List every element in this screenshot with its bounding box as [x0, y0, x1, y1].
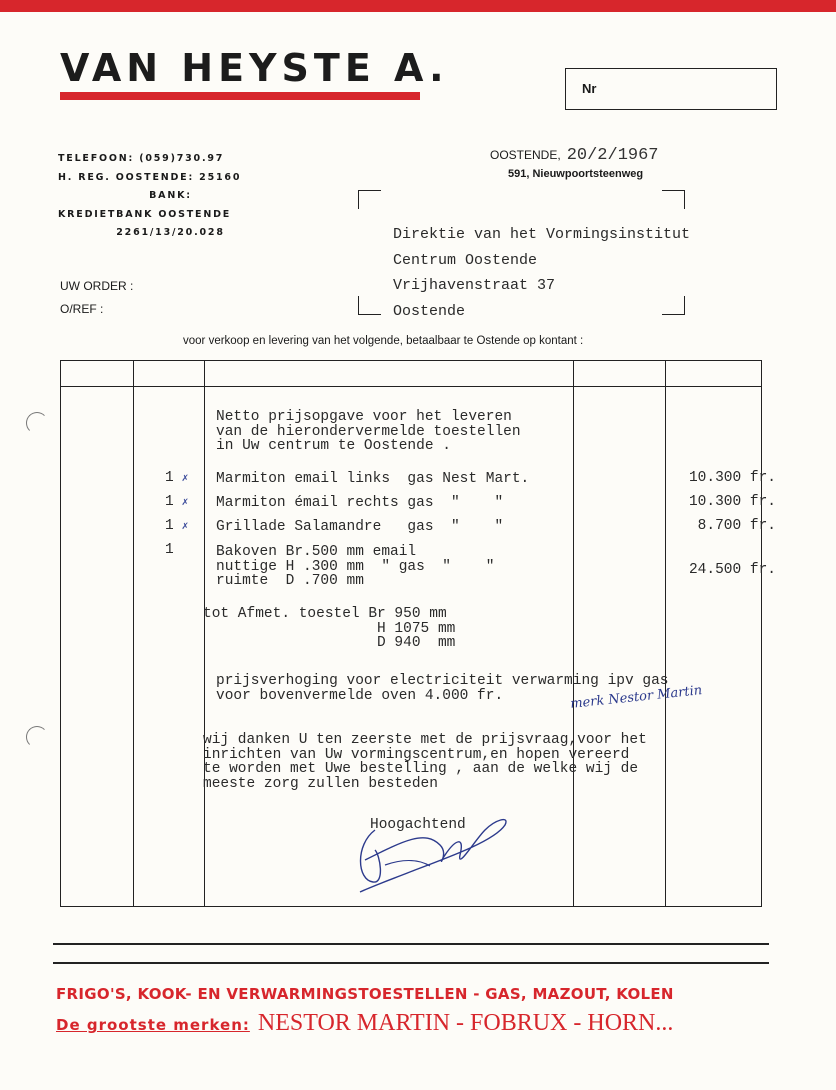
signature	[345, 800, 525, 895]
item-2-qty	[165, 494, 188, 510]
item-1-qty	[165, 470, 188, 486]
bank-account: 2261/13/20.028	[116, 227, 225, 238]
dimensions-text: tot Afmet. toestel Br 950 mm H 1075 mm D 940 mm	[203, 606, 456, 651]
greeting: Hoogachtend	[370, 817, 466, 833]
item-4-price: 24.500 fr.	[688, 562, 776, 578]
company-underline	[60, 92, 420, 100]
company-name: VAN HEYSTE A.	[60, 46, 449, 90]
invoice-number-box	[565, 68, 777, 110]
check-mark: ✗	[181, 473, 189, 485]
bracket-top-right	[662, 190, 685, 209]
trade-register: H. REG. OOSTENDE: 25160	[58, 171, 242, 183]
place-date	[490, 146, 659, 165]
contact-block	[58, 150, 283, 243]
closing-text: wij danken U ten zeerste met de prijsvraag,voor het inrichten van Uw vormingscentrum,en hopen vereerd te worden met Uwe bestelling , aan de welke wij de meeste zorg zullen besteden	[203, 732, 647, 792]
recipient-address	[393, 222, 690, 324]
bracket-bottom-left	[358, 296, 381, 315]
address-line-4: Oostende	[393, 302, 466, 320]
handwritten-note: merk Nestor Martin	[569, 683, 703, 712]
surcharge-text: prijsverhoging voor electriciteit verwarming ipv gas voor bovenvermelde oven 4.000 fr.	[216, 673, 669, 704]
brands-prefix: De grootste merken:	[56, 1016, 250, 1034]
item-4-qty	[165, 542, 174, 558]
intro-text: Netto prijsopgave voor het leveren van de hierondervermelde toestellen in Uw centrum te Oostende .	[216, 409, 521, 454]
ref-label: O/REF :	[60, 302, 104, 316]
item-1-price: 10.300 fr.	[688, 470, 776, 486]
qty-value: 1	[165, 470, 174, 486]
qty-value: 1	[165, 542, 174, 558]
footer-brands-line	[56, 1010, 673, 1037]
bank-label: BANK:	[149, 190, 192, 201]
check-mark: ✗	[181, 497, 189, 509]
number-label: Nr	[582, 81, 597, 96]
top-red-band	[0, 0, 836, 12]
phone: TELEFOON: (059)730.97	[58, 153, 225, 164]
street-address: 591, Nieuwpoortsteenweg	[508, 168, 644, 180]
punch-hole-bottom	[26, 726, 48, 748]
footer-rule-bottom	[53, 962, 769, 964]
item-4-desc: Bakoven Br.500 mm email nuttige H .300 mm " gas " " ruimte D .700 mm	[216, 544, 495, 589]
qty-value: 1	[165, 494, 174, 510]
item-3-price: 8.700 fr.	[697, 518, 776, 534]
brand-names: NESTOR MARTIN - FOBRUX - HORN...	[257, 1010, 674, 1036]
address-line-2: Centrum Oostende	[393, 251, 538, 269]
footer-products: FRIGO'S, KOOK- EN VERWARMINGSTOESTELLEN - GAS, MAZOUT, KOLEN	[56, 985, 674, 1003]
address-line-1: Direktie van het Vormingsinstitut	[393, 226, 691, 243]
address-line-3: Vrijhavenstraat 37	[393, 277, 556, 294]
payment-notice: voor verkoop en levering van het volgende, betaalbaar te Ostende op kontant :	[183, 335, 584, 347]
item-3-qty	[165, 518, 188, 534]
column-divider-1	[133, 361, 134, 906]
item-1-desc: Marmiton email links gas Nest Mart.	[216, 471, 530, 487]
city: OOSTENDE,	[490, 148, 561, 162]
check-mark: ✗	[181, 521, 189, 533]
item-3-desc: Grillade Salamandre gas " "	[216, 519, 504, 535]
order-label: UW ORDER :	[60, 279, 134, 293]
qty-value: 1	[165, 518, 174, 534]
column-divider-4	[665, 361, 666, 906]
table-header-rule	[61, 386, 761, 387]
punch-hole-top	[26, 412, 48, 434]
footer-rule-top	[53, 943, 769, 945]
column-divider-3	[573, 361, 574, 906]
bracket-top-left	[358, 190, 381, 209]
item-2-desc: Marmiton émail rechts gas " "	[216, 495, 504, 511]
item-2-price: 10.300 fr.	[688, 494, 776, 510]
date: 20/2/1967	[566, 146, 659, 165]
bank-name: KREDIETBANK OOSTENDE	[58, 208, 232, 220]
